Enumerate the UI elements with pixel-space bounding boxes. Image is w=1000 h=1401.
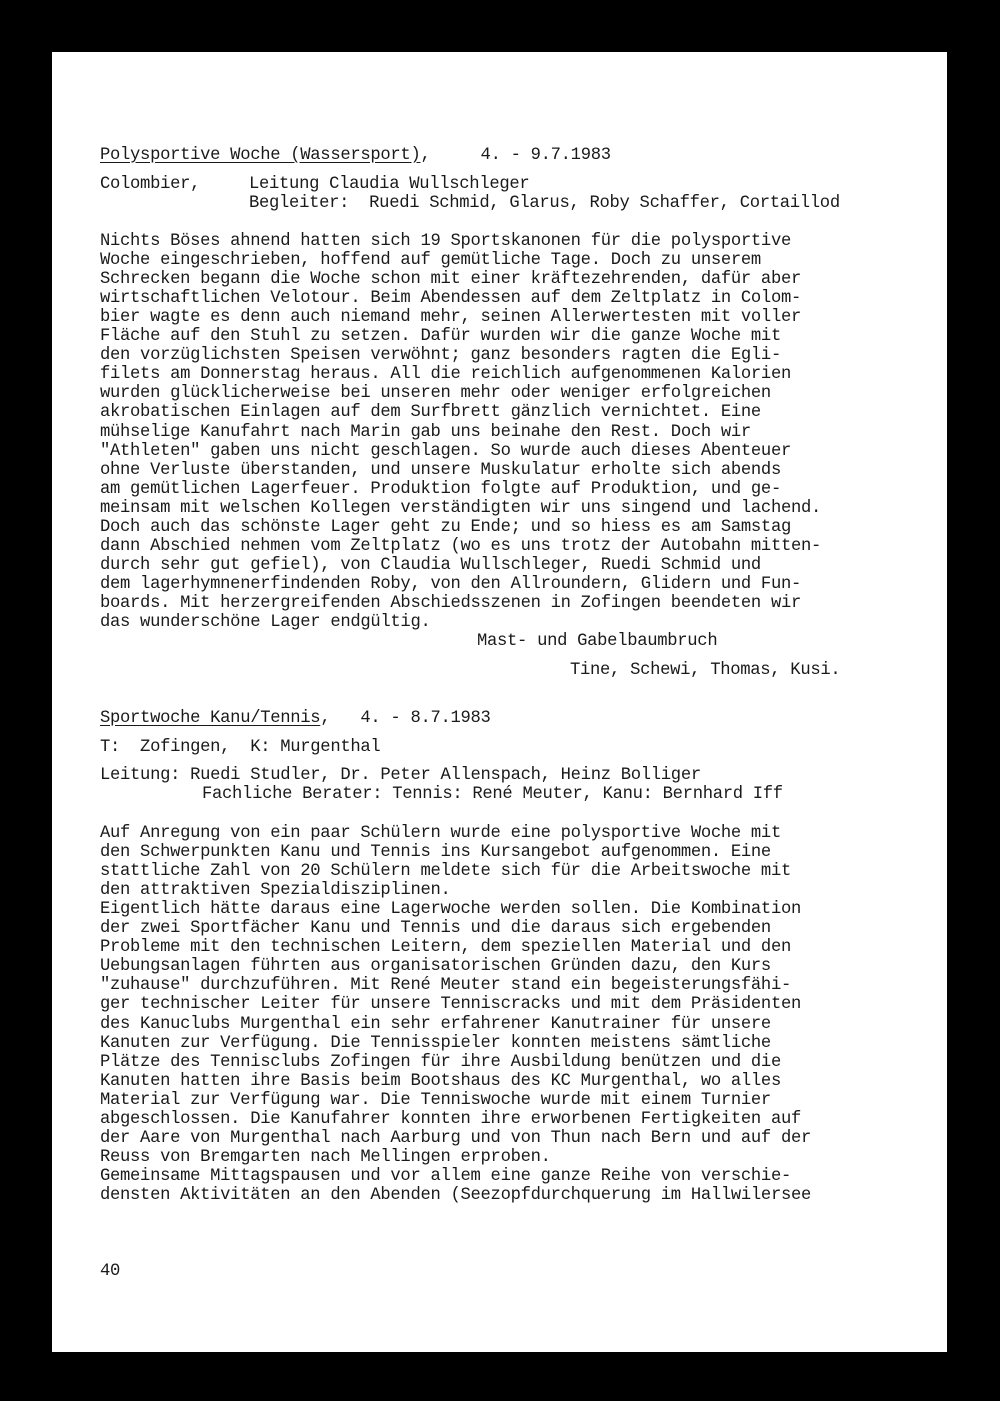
article1-body-line: Nichts Böses ahnend hatten sich 19 Sportskanonen für die polysportive (100, 232, 791, 251)
article2-body-line: densten Aktivitäten an den Abenden (Seezopfdurchquerung im Hallwilersee (100, 1185, 812, 1205)
article2-body-line: der zwei Sportfächer Kanu und Tennis und die daraus sich ergebenden (100, 919, 771, 939)
article1-body-line: Doch auch das schönste Lager geht zu Ende; und so hiess es am Samstag (100, 517, 791, 537)
article1-body-line: meinsam mit welschen Kollegen verständigten wir uns singend und lachend. (100, 498, 822, 518)
article2-body-line: stattliche Zahl von 20 Schülern meldete sich für die Arbeitswoche mit (100, 862, 791, 882)
article2-leitung: Leitung: Ruedi Studler, Dr. Peter Allenspach, Heinz Bolliger (100, 766, 701, 785)
article2-body-line: Probleme mit den technischen Leitern, dem speziellen Material und den (100, 938, 791, 958)
page-number: 40 (100, 1262, 121, 1281)
article1-date: , 4. - 9.7.1983 (420, 146, 611, 165)
article1-body-line: wirtschaftlichen Velotour. Beim Abendessen auf dem Zeltplatz in Colom- (100, 289, 801, 309)
article1-body-line: den vorzüglichsten Speisen verwöhnt; ganz besonders ragten die Egli- (100, 346, 781, 366)
article2-body-line: der Aare von Murgenthal nach Aarburg und von Thun nach Bern und auf der (100, 1128, 812, 1148)
article1-body-line: akrobatischen Einlagen auf dem Surfbrett gänzlich vernichtet. Eine (100, 403, 761, 423)
article2-body-line: Eigentlich hätte daraus eine Lagerwoche werden sollen. Die Kombination (100, 900, 801, 920)
article1-body-line: ohne Verluste überstanden, und unsere Muskulatur erholte sich abends (100, 460, 781, 480)
article2-body-line: ger technischer Leiter für unsere Tenniscracks und mit dem Präsidenten (100, 995, 801, 1015)
article2-body-line: Uebungsanlagen führten aus organisatorischen Gründen dazu, den Kurs (100, 957, 771, 977)
article1-body-line: am gemütlichen Lagerfeuer. Produktion folgte auf Produktion, und ge- (100, 479, 781, 499)
article1-body-line: durch sehr gut gefiel), von Claudia Wullschleger, Ruedi Schmid und (100, 555, 761, 575)
article2-body-line: Plätze des Tennisclubs Zofingen für ihre Ausbildung benützen und die (100, 1052, 781, 1072)
article2-body-line: abgeschlossen. Die Kanufahrer konnten ihre erworbenen Fertigkeiten auf (100, 1109, 801, 1129)
article1-body-line: dann Abschied nehmen vom Zeltplatz (wo es uns trotz der Autobahn mitten- (100, 536, 822, 556)
article2-body-line: "zuhause" durchzuführen. Mit René Meuter stand ein begeisterungsfähi- (100, 976, 791, 996)
article1-body-line: boards. Mit herzergreifenden Abschiedsszenen in Zofingen beendeten wir (100, 593, 801, 613)
article2-body-line: Kanuten hatten ihre Basis beim Bootshaus des KC Murgenthal, wo alles (100, 1071, 781, 1091)
document-page (52, 52, 947, 1352)
article2-heading (100, 709, 491, 728)
article1-body-line: das wunderschöne Lager endgültig. (100, 613, 431, 632)
article1-body-line: "Athleten" gaben uns nicht geschlagen. So wurde auch dieses Abenteuer (100, 441, 791, 461)
article1-heading (100, 146, 611, 165)
article1-location: Colombier, (100, 175, 201, 194)
article2-title: Sportwoche Kanu/Tennis (100, 709, 321, 728)
article2-body-line: Kanuten zur Verfügung. Die Tennisspieler konnten meistens sämtliche (100, 1033, 771, 1053)
article2-berater: Fachliche Berater: Tennis: René Meuter, Kanu: Bernhard Iff (202, 785, 783, 804)
article1-body-line: bier wagte es denn auch niemand mehr, seinen Allerwertesten mit voller (100, 308, 801, 328)
article2-body-line: des Kanuclubs Murgenthal ein sehr erfahrener Kanutrainer für unsere (100, 1014, 771, 1034)
article2-locations: T: Zofingen, K: Murgenthal (100, 738, 381, 757)
article1-sign1: Mast- und Gabelbaumbruch (477, 632, 718, 651)
article1-leitung: Leitung Claudia Wullschleger (249, 175, 530, 194)
article1-title: Polysportive Woche (Wassersport) (100, 146, 421, 165)
article1-sign2: Tine, Schewi, Thomas, Kusi. (570, 661, 841, 680)
article2-body-line: Gemeinsame Mittagspausen und vor allem eine ganze Reihe von verschie- (100, 1166, 791, 1186)
article2-body-line: Reuss von Bremgarten nach Mellingen erproben. (100, 1147, 551, 1167)
article1-body-line: mühselige Kanufahrt nach Marin gab uns beinahe den Rest. Doch wir (100, 422, 751, 442)
article2-date: , 4. - 8.7.1983 (320, 709, 491, 728)
article1-body-line: Woche eingeschrieben, hoffend auf gemütliche Tage. Doch zu unserem (100, 251, 761, 271)
article1-body-line: Fläche auf den Stuhl zu setzen. Dafür wurden wir die ganze Woche mit (100, 327, 781, 347)
article1-body-line: filets am Donnerstag heraus. All die reichlich aufgenommenen Kalorien (100, 365, 791, 385)
article1-begleiter: Begleiter: Ruedi Schmid, Glarus, Roby Schaffer, Cortaillod (249, 194, 840, 213)
article1-body-line: Schrecken begann die Woche schon mit einer kräftezehrenden, dafür aber (100, 270, 801, 290)
article2-body-line: Material zur Verfügung war. Die Tenniswoche wurde mit einem Turnier (100, 1090, 771, 1110)
article2-body-line: den attraktiven Spezialdisziplinen. (100, 881, 451, 901)
article2-body-line: Auf Anregung von ein paar Schülern wurde eine polysportive Woche mit (100, 824, 781, 843)
article2-body-line: den Schwerpunkten Kanu und Tennis ins Kursangebot aufgenommen. Eine (100, 843, 771, 863)
article1-body-line: dem lagerhymnenerfindenden Roby, von den Allroundern, Glidern und Fun- (100, 574, 801, 594)
article1-body-line: wurden glücklicherweise bei unseren mehr oder weniger erfolgreichen (100, 384, 771, 404)
